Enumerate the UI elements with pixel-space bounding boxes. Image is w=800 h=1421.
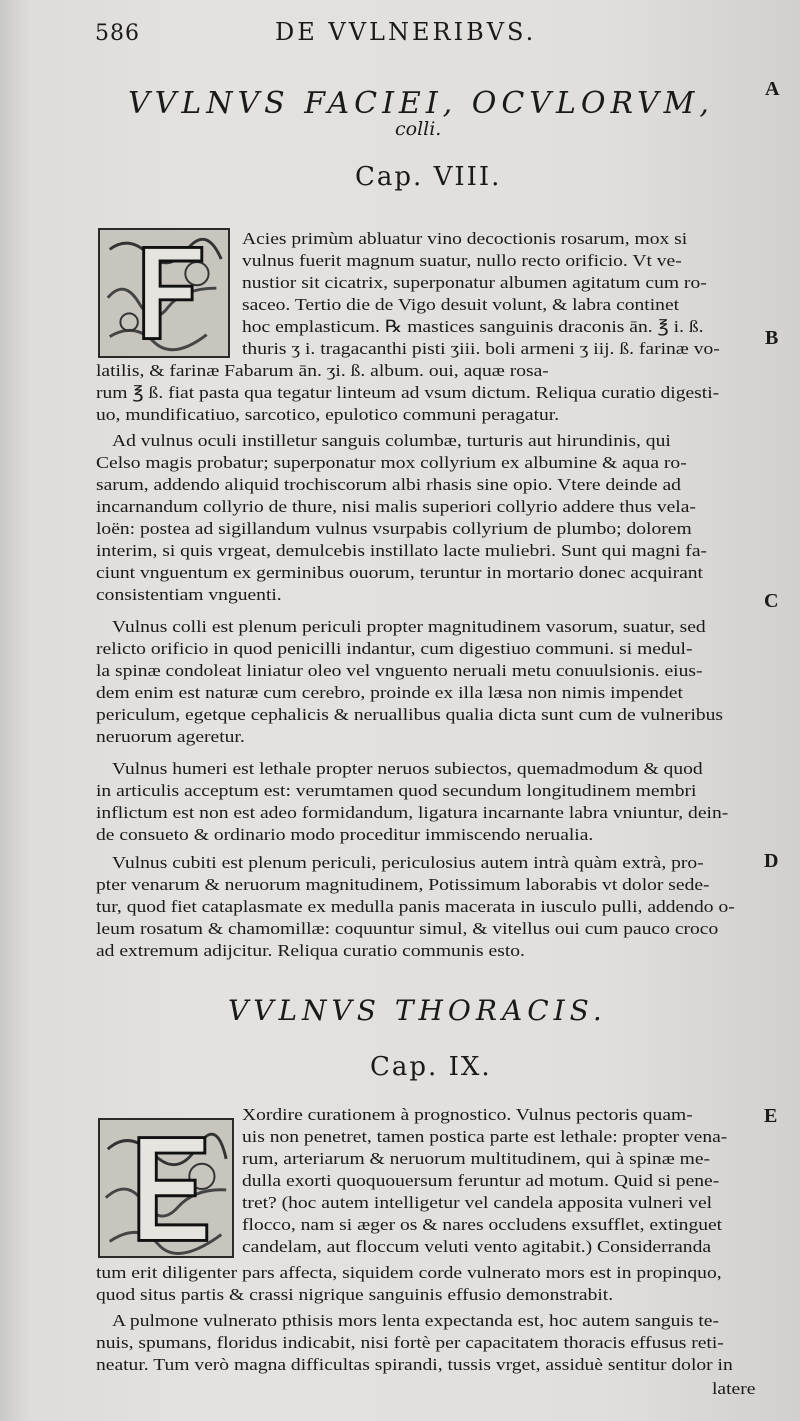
margin-letter-a: A	[765, 78, 780, 100]
text-line: sarum, addendo aliquid trochiscorum albi rhasis sine opio. Vtere deinde ad	[96, 475, 681, 494]
text-line: candelam, aut floccum veluti vento agitabit.) Considerranda	[242, 1237, 712, 1256]
text-line: flocco, nam si æger os & nares occludens exsufflet, extinguet	[242, 1215, 723, 1234]
text-line: hoc emplasticum. ℞ mastices sanguinis draconis ān. ℥ i. ß.	[242, 317, 704, 336]
chapter-heading-8: Cap. VIII.	[355, 162, 502, 192]
text-line: pter venarum & neruorum magnitudinem, Potissimum laborabis vt dolor sede-	[96, 875, 710, 894]
text-line: la spinæ condoleat liniatur oleo vel vnguento neruali metu conuulsionis. eius-	[96, 661, 703, 680]
text-line: de consueto & ordinario modo proceditur immiscendo nerualia.	[96, 825, 594, 844]
text-line: latilis, & farinæ Fabarum ān. ʒi. ß. album. oui, aquæ rosa-	[96, 361, 549, 380]
text-line: tum erit diligenter pars affecta, siquidem corde vulnerato mors est in propinquo,	[96, 1263, 722, 1282]
text-line: Vulnus colli est plenum periculi propter magnitudinem vasorum, suatur, sed	[112, 617, 706, 636]
text-line: dulla exorti quoquouersum feruntur ad motum. Quid si pene-	[242, 1171, 720, 1190]
text-line: inflictum est non est adeo formidandum, ligatura incarnante labra vniuntur, dein-	[96, 803, 729, 822]
text-line: Xordire curationem à prognostico. Vulnus pectoris quam-	[242, 1105, 693, 1124]
text-line: ciunt vnguentum ex germinibus ouorum, teruntur in mortario donec acquirant	[96, 563, 704, 582]
text-line: saceo. Tertio die de Vigo desuit volunt, & labra continet	[242, 295, 680, 314]
margin-letter-c: C	[764, 590, 779, 612]
catchword: latere	[712, 1379, 756, 1398]
margin-letter-e: E	[764, 1105, 778, 1127]
text-line: Celso magis probatur; superponatur mox collyrium ex albumine & aqua ro-	[96, 453, 687, 472]
text-line: dem enim est naturæ cum cerebro, proinde ex illa læsa non nimis impendet	[96, 683, 683, 702]
margin-letter-d: D	[764, 850, 779, 872]
text-line: vulnus fuerit magnum suatur, nullo recto orificio. Vt ve-	[242, 251, 682, 270]
text-line: thuris ʒ i. tragacanthi pisti ʒiii. boli armeni ʒ iij. ß. farinæ vo-	[242, 339, 720, 358]
text-line: tur, quod fiet cataplasmate ex medulla panis macerata in iusculo pulli, addendo o-	[96, 897, 735, 916]
text-line: A pulmone vulnerato pthisis mors lenta expectanda est, hoc autem sanguis te-	[112, 1311, 720, 1330]
text-line: rum, arteriarum & neruorum multitudinem, qui à spinæ me-	[242, 1149, 711, 1168]
text-line: rum ℥ ß. fiat pasta qua tegatur linteum ad vsum dictum. Reliqua curatio digesti-	[96, 383, 720, 402]
decorated-initial-f	[98, 228, 230, 358]
page-number: 586	[95, 21, 140, 46]
text-line: Vulnus humeri est lethale propter neruos subiectos, quemadmodum & quod	[112, 759, 703, 778]
section-title-continuation: colli.	[395, 118, 442, 140]
margin-letter-b: B	[765, 327, 779, 349]
text-line: in articulis acceptum est: verumtamen quod secundum longitudinem membri	[96, 781, 697, 800]
text-line: quod situs partis & crassi nigrique sanguinis effusio demonstrabit.	[96, 1285, 614, 1304]
text-line: Vulnus cubiti est plenum periculi, periculosius autem intrà quàm extrà, pro-	[112, 853, 704, 872]
section-title-thorax: VVLNVS THORACIS.	[228, 994, 607, 1027]
text-line: loën: postea ad sigillandum vulnus vsurpabis collyrium de plumbo; dolorem	[96, 519, 692, 538]
text-line: neatur. Tum verò magna difficultas spirandi, tussis vrget, assiduè sentitur dolor in	[96, 1355, 733, 1374]
text-line: nuis, spumans, floridus indicabit, nisi fortè per capacitatem thoracis effusus reti-	[96, 1333, 724, 1352]
text-line: interim, si quis vrgeat, demulcebis instillato lacte muliebri. Sunt qui magni fa-	[96, 541, 708, 560]
text-line: periculum, egetque cephalicis & neruallibus qualia dicta sunt cum de vulneribus	[96, 705, 724, 724]
text-line: neruorum ageretur.	[96, 727, 245, 746]
running-title: DE VVLNERIBVS.	[275, 18, 537, 46]
text-line: relicto orificio in quod penicilli indantur, cum digestiuo communi. si medul-	[96, 639, 693, 658]
running-header	[95, 18, 536, 46]
text-line: uis non penetret, tamen postica parte est lethale: propter vena-	[242, 1127, 728, 1146]
text-line: incarnandum collyrio de thure, nisi malis superiori collyrio addere thus vela-	[96, 497, 696, 516]
text-line: uo, mundificatiuo, sarcotico, epulotico communi peragatur.	[96, 405, 560, 424]
text-line: Ad vulnus oculi instilletur sanguis columbæ, turturis aut hirundinis, qui	[112, 431, 671, 450]
ornamental-letter-e-icon	[100, 1120, 232, 1256]
text-line: leum rosatum & chamomillæ: coquuntur simul, & vitellus oui cum pauco croco	[96, 919, 719, 938]
decorated-initial-e	[98, 1118, 234, 1258]
text-line: Acies primùm abluatur vino decoctionis rosarum, mox si	[242, 229, 688, 248]
text-line: tret? (hoc autem intelligetur vel candela apposita vulneri vel	[242, 1193, 713, 1212]
text-line: ad extremum adijcitur. Reliqua curatio communis esto.	[96, 941, 525, 960]
ornamental-letter-f-icon	[100, 230, 228, 356]
section-title-face-eyes-neck: VVLNVS FACIEI, OCVLORVM,	[128, 86, 714, 121]
text-line: consistentiam vnguenti.	[96, 585, 282, 604]
text-line: nustior sit cicatrix, superponatur albumen agitatum cum ro-	[242, 273, 707, 292]
chapter-heading-9: Cap. IX.	[370, 1052, 492, 1082]
